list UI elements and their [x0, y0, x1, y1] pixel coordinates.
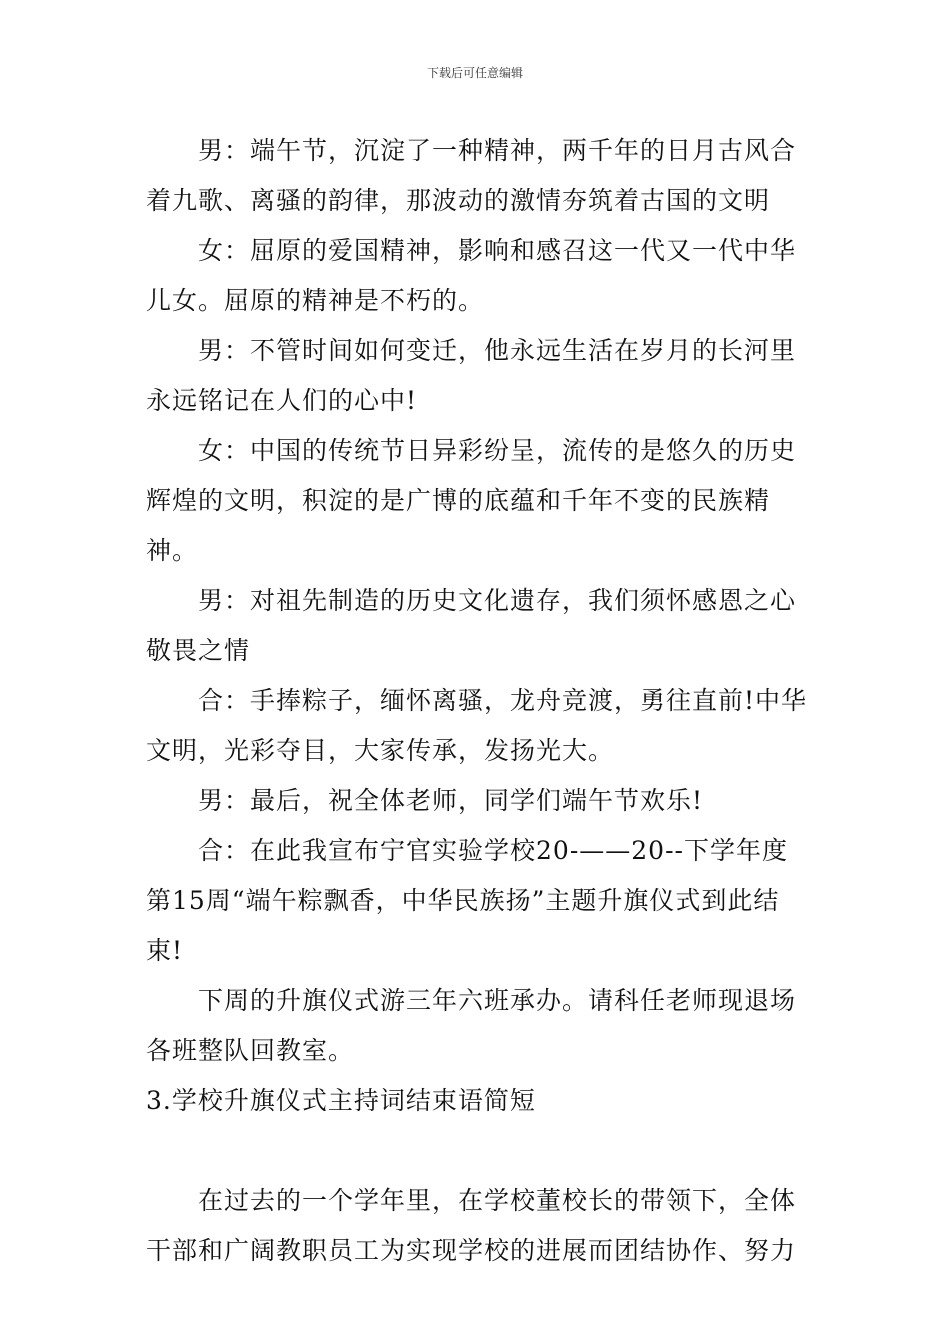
page-header: 下载后可任意编辑	[426, 66, 523, 80]
closing-paragraph: 在过去的一个学年里，在学校董校长的带领下，全体干部和广阔教职员工为实现学校的进展而团结协作、努力	[146, 1186, 797, 1265]
paragraph-1: 男：端午节，沉淀了一种精神，两千年的日月古风合着九歌、离骚的韵律，那波动的激情夯筑着古国的文明	[146, 136, 797, 215]
blank-line	[146, 1126, 810, 1176]
paragraph-8: 合：在此我宣布宁官实验学校20-——20--下学年度第15周“端午粽飘香，中华民族扬”主题升旗仪式到此结束!	[146, 836, 788, 965]
paragraph-3: 男：不管时间如何变迁，他永远生活在岁月的长河里永远铭记在人们的心中!	[146, 336, 797, 415]
section-heading: 3.学校升旗仪式主持词结束语简短	[146, 1086, 536, 1115]
paragraph-5: 男：对祖先制造的历史文化遗存，我们须怀感恩之心敬畏之情	[146, 586, 797, 665]
paragraph-2: 女：屈原的爱国精神，影响和感召这一代又一代中华儿女。屈原的精神是不朽的。	[146, 236, 797, 315]
paragraph-7: 男：最后，祝全体老师，同学们端午节欢乐!	[198, 786, 704, 815]
document-body	[146, 126, 810, 1276]
paragraph-6: 合：手捧粽子，缅怀离骚，龙舟竞渡，勇往直前!中华文明，光彩夺目，大家传承，发扬光大。	[146, 686, 808, 765]
paragraph-9: 下周的升旗仪式游三年六班承办。请科任老师现退场各班整队回教室。	[146, 986, 797, 1065]
paragraph-4: 女：中国的传统节日异彩纷呈，流传的是悠久的历史辉煌的文明，积淀的是广博的底蕴和千年不变的民族精神。	[146, 436, 797, 565]
